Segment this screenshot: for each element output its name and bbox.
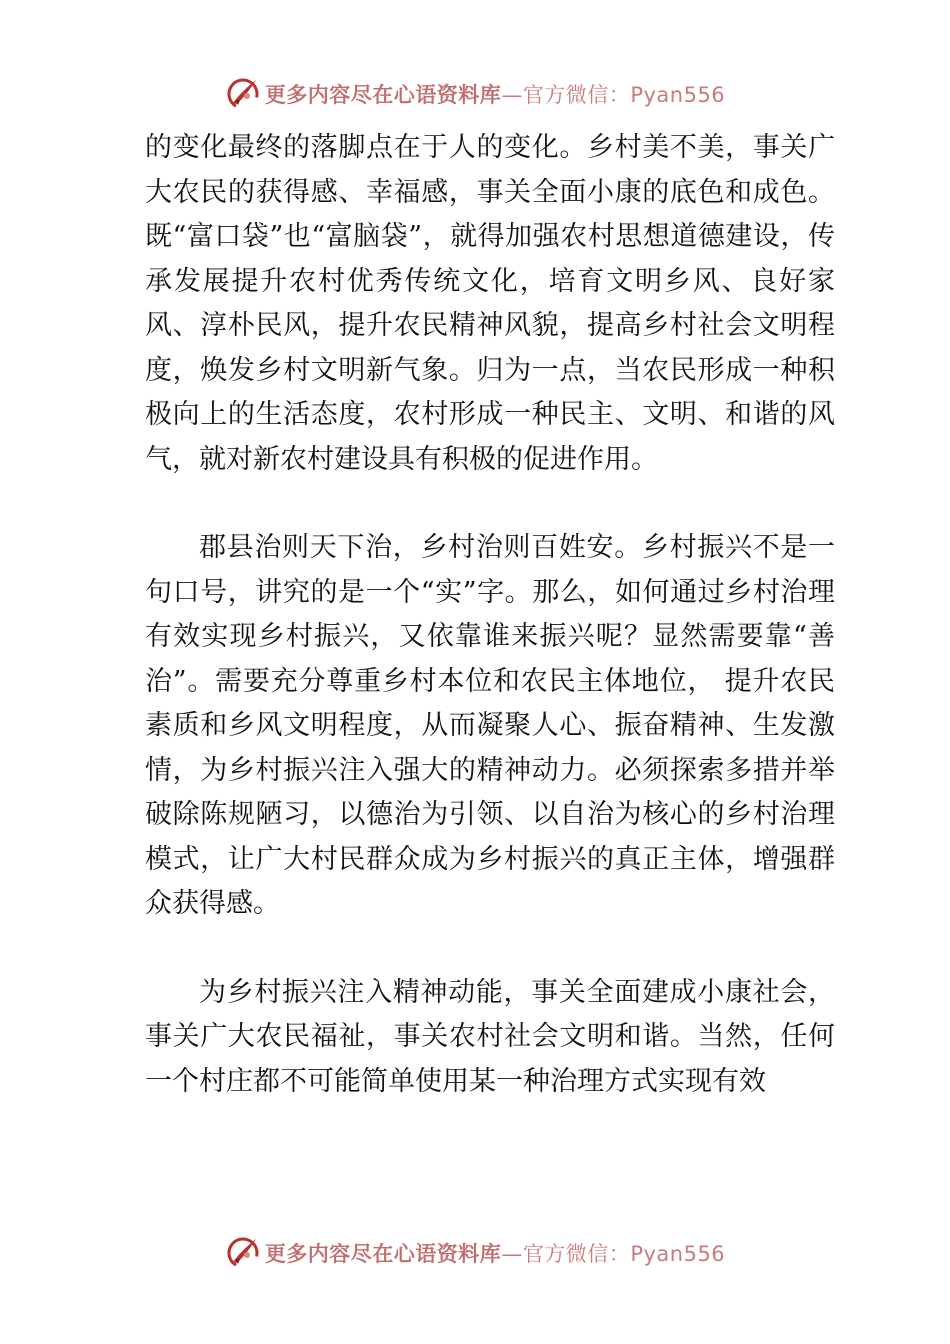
paragraph-spacer [145, 482, 835, 526]
paragraph-2: 郡县治则天下治，乡村治则百姓安。乡村振兴不是一句口号，讲究的是一个“实”字。那么，如何通过乡村治理有效实现乡村振兴，又依靠谁来振兴呢？显然需要靠“善治”。需要充分尊重乡村本位和农民主体地位， 提升农民素质和乡风文明程度，从而凝聚人心、振奋精神、生发激情，为乡村振兴注入强大的精神动力。必须探索多措并举破除陈规陋习，以德治为引领、以自治为核心的乡村治理模式，让广大村民群众成为乡村振兴的真正主体，增强群众获得感。 [145, 532, 835, 919]
header-banner-site: 更多内容尽在心语资料库 [264, 83, 502, 107]
header-banner-wechat-label: 官方微信： [522, 83, 631, 107]
footer-banner-site: 更多内容尽在心语资料库 [264, 1242, 502, 1266]
footer-banner-wechat-id: Pyan556 [630, 1242, 726, 1266]
footer-banner-wechat-label: 官方微信： [522, 1242, 631, 1266]
footer-banner-dash: — [501, 1242, 523, 1266]
header-banner-wechat-id: Pyan556 [630, 83, 726, 107]
brush-pen-logo-icon [225, 76, 261, 112]
footer-banner [0, 1233, 950, 1273]
document-body [145, 126, 835, 1104]
paragraph-3: 为乡村振兴注入精神动能，事关全面建成小康社会，事关广大农民福祉，事关农村社会文明和谐。当然，任何一个村庄都不可能简单使用某一种治理方式实现有效 [145, 976, 835, 1097]
header-banner-dash: — [501, 83, 523, 107]
paragraph-1: 的变化最终的落脚点在于人的变化。乡村美不美，事关广大农民的获得感、幸福感，事关全面小康的底色和成色。既“富口袋”也“富脑袋”，就得加强农村思想道德建设，传承发展提升农村优秀传统文化，培育文明乡风、良好家风、淳朴民风，提升农民精神风貌，提高乡村社会文明程度，焕发乡村文明新气象。归为一点，当农民形成一种积极向上的生活态度，农村形成一种民主、文明、和谐的风气，就对新农村建设具有积极的促进作用。 [145, 132, 835, 475]
brush-pen-logo-icon [225, 1235, 261, 1271]
header-banner [0, 74, 950, 114]
paragraph-spacer [145, 927, 835, 971]
footer-banner-text [265, 1238, 725, 1268]
header-banner-text [265, 79, 725, 109]
